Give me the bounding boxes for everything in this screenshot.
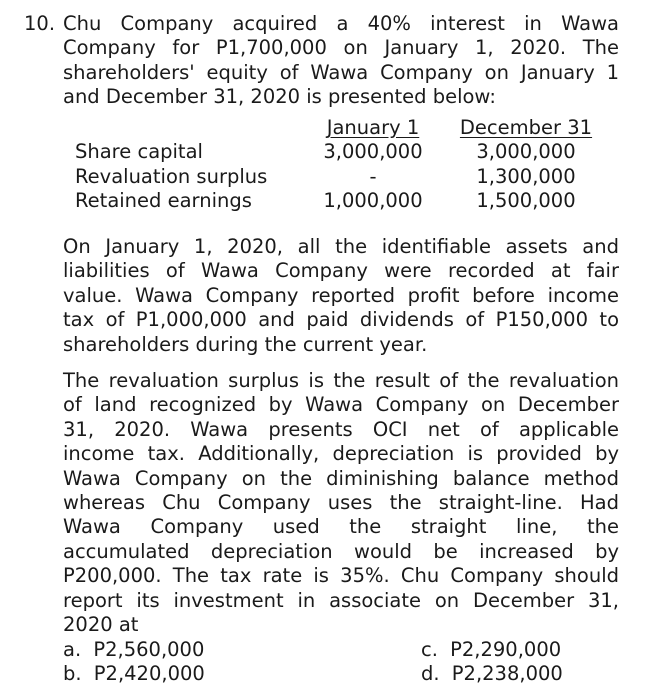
paragraph-line: whereas Chu Company uses the straight-line. Had <box>63 490 619 514</box>
row-label: Retained earnings <box>75 189 252 213</box>
paragraph-line: The revaluation surplus is the result of the revaluation <box>63 369 619 392</box>
choice-text: P2,420,000 <box>93 662 205 685</box>
row-jan-value: 1,000,000 <box>323 189 423 213</box>
row-dec-value: 3,000,000 <box>476 140 576 164</box>
paragraph-line: liabilities of Wawa Company were recorded at fair <box>63 259 619 283</box>
table-row <box>75 165 611 189</box>
equity-table <box>75 116 611 214</box>
choice-text: P2,238,000 <box>451 662 563 685</box>
paragraph-line: income tax. Additionally, depreciation is provided by <box>63 442 619 466</box>
intro-line: Company for P1,700,000 on January 1, 2020. The <box>63 36 619 60</box>
paragraph-line: tax of P1,000,000 and paid dividends of P150,000 to <box>63 308 619 332</box>
choice-d[interactable] <box>421 662 563 686</box>
paragraph-line: P200,000. The tax rate is 35%. Chu Company should <box>63 564 619 588</box>
paragraph-line: On January 1, 2020, all the identifiable assets and <box>63 235 619 258</box>
paragraph-revaluation <box>63 369 619 637</box>
choice-letter: b. <box>63 662 82 685</box>
row-jan-value: 3,000,000 <box>323 140 423 164</box>
paragraph-line: Wawa Company used the straight line, the <box>63 515 619 539</box>
paragraph-line: Wawa Company on the diminishing balance method <box>63 466 619 490</box>
choice-c[interactable] <box>421 638 561 662</box>
paragraph-line: shareholders during the current year. <box>63 332 428 356</box>
choice-letter: a. <box>63 638 82 661</box>
row-dec-value: 1,500,000 <box>476 189 576 213</box>
header-blank <box>75 116 305 140</box>
paragraph-line: 31, 2020. Wawa presents OCI net of applicable <box>63 417 619 441</box>
question-intro <box>63 12 619 110</box>
choice-text: P2,290,000 <box>450 638 562 661</box>
paragraph-fair-value <box>63 235 619 357</box>
row-label: Share capital <box>75 140 203 164</box>
intro-line: and December 31, 2020 is presented below: <box>63 85 496 109</box>
intro-line: Chu Company acquired a 40% interest in Wawa <box>63 12 619 35</box>
table-row <box>75 140 611 164</box>
header-december-31: December 31 <box>459 116 593 139</box>
question-number: 10. <box>24 12 56 35</box>
row-label: Revaluation surplus <box>75 164 268 188</box>
paragraph-line: of land recognized by Wawa Company on December <box>63 393 619 417</box>
choice-letter: c. <box>421 638 438 661</box>
choice-a[interactable] <box>63 638 204 662</box>
paragraph-line: accumulated depreciation would be increased by <box>63 539 619 563</box>
choice-letter: d. <box>421 662 440 685</box>
row-jan-value: - <box>369 164 377 188</box>
table-row <box>75 189 611 213</box>
header-january-1: January 1 <box>326 116 420 139</box>
table-header-row <box>75 116 611 140</box>
choice-text: P2,560,000 <box>93 638 205 661</box>
paragraph-line: 2020 at <box>63 612 139 636</box>
paragraph-line: report its investment in associate on December 31, <box>63 588 619 612</box>
row-dec-value: 1,300,000 <box>476 164 576 188</box>
choice-b[interactable] <box>63 662 205 686</box>
paragraph-line: value. Wawa Company reported profit before income <box>63 283 619 307</box>
intro-line: shareholders' equity of Wawa Company on January 1 <box>63 60 619 84</box>
